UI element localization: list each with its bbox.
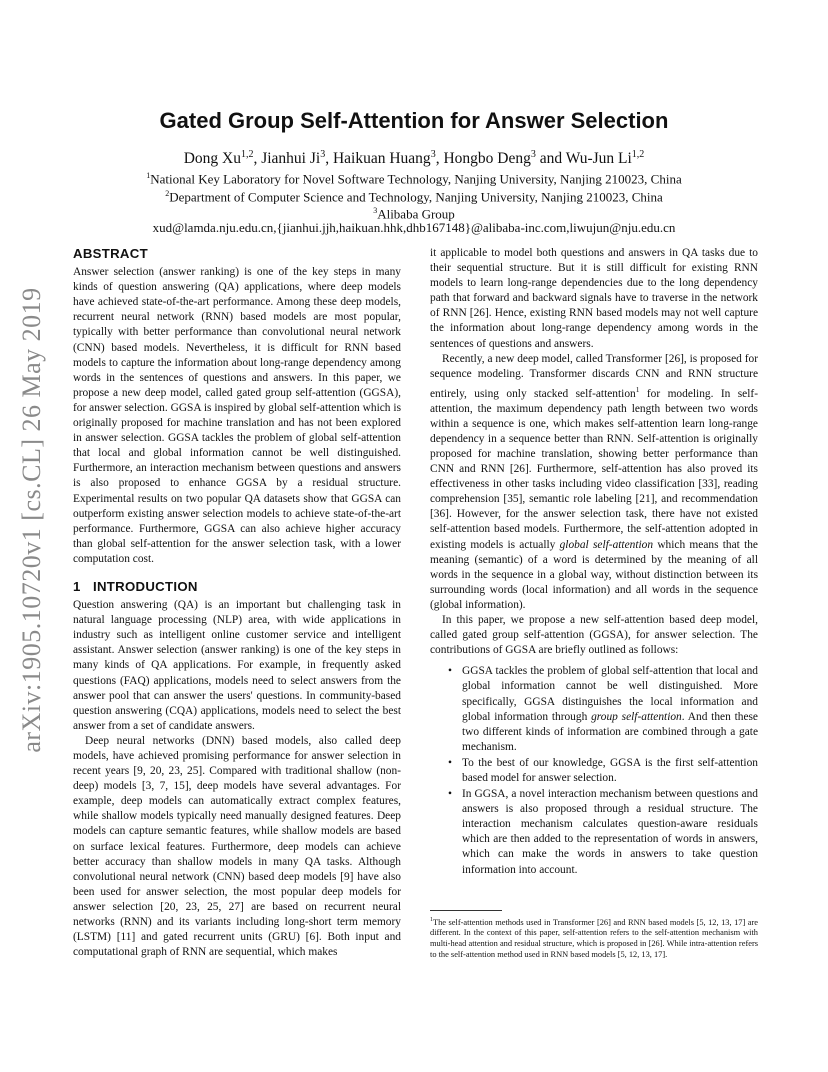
affil-text: Department of Computer Science and Technology, Nanjing University, Nanjing 210023, China bbox=[169, 189, 663, 205]
footnote bbox=[430, 915, 758, 961]
affil-text: National Key Laboratory for Novel Software Technology, Nanjing University, Nanjing 210023, China bbox=[150, 171, 682, 187]
affil-mark: 2 bbox=[165, 189, 170, 198]
footnote-text: The self-attention methods used in Transformer [26] and RNN based models [5, 12, 13, 17] are different. In the context of this paper, self-attention refers to the self-attention mechanism with multi-head attention and residual structure, which is proposed in [26]. While intra-attention refers to the self-attention method used in RNN based models [5, 12, 13, 17]. bbox=[430, 917, 758, 959]
item-text: To the best of our knowledge, GGSA is the first self-attention based model for answer selection. bbox=[462, 756, 758, 784]
affil-mark: 3 bbox=[373, 206, 378, 215]
author-emails: xud@lamda.nju.edu.cn,{jianhui.jjh,haikuan.hhk,dhb167148}@alibaba-inc.com,liwujun@nju.edu.cn bbox=[152, 220, 676, 235]
intro-paragraph-4 bbox=[430, 352, 758, 613]
emphasis-text: group self-attention bbox=[591, 710, 682, 723]
bullet-icon: • bbox=[448, 756, 452, 769]
right-column bbox=[430, 246, 758, 961]
bullet-icon: • bbox=[448, 665, 452, 678]
abstract-text: Answer selection (answer ranking) is one of the key steps in many kinds of question answering (QA) applications, where deep models have achieved state-of-the-art performance. Among these deep models, recurrent neural network (RNN) based models are most popular, typically with better performance than convolutional neural network (CNN) based models. Nevertheless, it is difficult for RNN based models to capture the information about long-range dependency among words in the sentences of questions and answers. In this paper, we propose a new deep model, called gated group self-attention (GGSA), for answer selection. GGSA is inspired by global self-attention which is originally proposed for machine translation and has not been explored in answer selection. GGSA tackles the problem of global self-attention that local and global information cannot be well distinguished. Furthermore, an interaction mechanism between questions and answers is also proposed to enhance GGSA by a residual structure. Experimental results on two popular QA datasets show that GGSA can outperform existing answer selection models to achieve state-of-the-art performance. Furthermore, GGSA can also achieve higher accuracy than global self-attention for the answer selection task, with a lower computation cost. bbox=[73, 266, 401, 565]
item-text: In GGSA, a novel interaction mechanism between questions and answers is also proposed through a residual structure. The interaction mechanism calculates question-aware residuals which are then added to the representation of words in answers, which can make the words in answers to take question information into account. bbox=[462, 788, 758, 876]
author-name: Hongbo Deng bbox=[443, 150, 531, 168]
item-text: . And then these two different kinds of information are combined through a gate mechanism. bbox=[462, 710, 758, 753]
footnote-mark: 1 bbox=[430, 916, 433, 923]
contribution-item bbox=[448, 756, 758, 786]
footnote-ref[interactable]: 1 bbox=[635, 384, 640, 394]
contribution-item bbox=[448, 787, 758, 878]
author-affil-mark: 1,2 bbox=[631, 149, 645, 160]
author-list: Dong Xu$^{1,2}$, Jianhui Ji$^3$, Haikuan Huang$^3$, Hongbo Deng$^3$ and Wu-Jun Li$^{1,2}$ bbox=[183, 149, 645, 168]
author-affil-mark: 3 bbox=[430, 149, 436, 160]
introduction-heading bbox=[73, 579, 401, 594]
author-affil-mark: 1,2 bbox=[240, 149, 254, 160]
footnote-divider bbox=[430, 910, 502, 911]
intro-paragraph-5: In this paper, we propose a new self-attention based deep model, called gated group self-attention (GGSA), for answer selection. The contributions of GGSA are briefly outlined as follows: bbox=[430, 614, 758, 657]
bullet-icon: • bbox=[448, 788, 452, 801]
arxiv-identifier-stamp bbox=[12, 280, 52, 760]
intro-paragraph-3: it applicable to model both questions and answers in QA tasks due to their sequential structure. But it is still difficult for existing RNN models to learn long-range dependencies due to the long dependency path that forward and backward signals have to traverse in the network of RNN [26]. Hence, existing RNN based models may not well capture the information about long-range dependency among words in the sentences of questions and answers. bbox=[430, 247, 758, 350]
author-name: Jianhui Ji bbox=[261, 150, 321, 168]
intro-paragraph-1: Question answering (QA) is an important but challenging task in natural language processing (NLP) area, with wide applications in industry such as intelligent online customer service and intelligent assistant. Answer selection (answer ranking) is one of the key steps in many kinds of QA applications. For example, in frequently asked questions (FAQ) applications, models need to select answers from the answer pool that can answer the users' questions. In community-based question answering (CQA) applications, models need to select the best answer from a set of candidate answers. bbox=[73, 599, 401, 732]
left-column bbox=[73, 246, 401, 960]
author-name: Dong Xu bbox=[183, 150, 241, 168]
abstract-heading: ABSTRACT bbox=[73, 246, 148, 261]
author-name: and Wu-Jun Li bbox=[539, 150, 632, 168]
item-text: GGSA tackles the problem of global self-attention that local and global information cannot be well distinguished. More specifically, GGSA distinguishes the local information and global information through bbox=[462, 665, 758, 723]
paragraph-text: Recently, a new deep model, called Transformer [26], is proposed for sequence modeling. Transformer discards CNN and RNN structure entirely, using only stacked self-attention bbox=[430, 352, 758, 400]
section-number: 1 bbox=[73, 578, 81, 594]
intro-paragraph-2: Deep neural networks (DNN) based models, also called deep models, have achieved promising performance for answer selection in recent years [9, 20, 23, 25]. Compared with traditional shallow (non-deep) models [3, 7, 15], deep models have several advantages. For example, deep models can automatically extract complex features, while shallow models typically need manually designed features. Deep models can capture semantic features, while shallow models are based on surface lexical features. Furthermore, deep models can achieve better accuracy than shallow models in many QA tasks. Although convolutional neural network (CNN) based deep models [9] have also been used for answer selection, the most popular deep models for answer selection [20, 23, 25, 27] are based on recurrent neural networks (RNN) and its variants including long-short term memory (LSTM) [11] and gated recurrent units (GRU) [6]. Both input and computational graph of RNN are sequential, which makes bbox=[73, 734, 401, 959]
contribution-list bbox=[430, 664, 758, 877]
contribution-item bbox=[448, 664, 758, 755]
arxiv-id-text: arXiv:1905.10720v1 [cs.CL] 26 May 2019 bbox=[17, 287, 46, 753]
paper-title: Gated Group Self-Attention for Answer Selection bbox=[159, 108, 669, 133]
paragraph-text: which means that the meaning (semantic) of a word is determined by the meaning of all words in the sequence in a global way, without distinction between its surrounding words (local information) and all words in the sequence (global information). bbox=[430, 538, 758, 611]
section-title: INTRODUCTION bbox=[93, 578, 198, 594]
author-affil-mark: 3 bbox=[320, 149, 326, 160]
author-name: Haikuan Huang bbox=[332, 150, 431, 168]
paragraph-text: for modeling. In self-attention, the maximum dependency path length between two words within a sequence is one, which makes self-attention learn long-range dependency in a sequence better than RNN. Self-attention is originally proposed for machine translation, showing better performance than CNN and RNN [26]. Furthermore, self-attention has also proved its effectiveness in other tasks including video classification [33], reading comprehension [35], semantic role labeling [21], and recommendation [36]. However, for the answer selection task, there have not existed self-attention based models. Furthermore, the self-attention adopted in existing models is actually bbox=[430, 387, 758, 551]
emphasis-text: global self-attention bbox=[559, 538, 654, 551]
affil-text: Alibaba Group bbox=[377, 206, 455, 222]
author-affil-mark: 3 bbox=[530, 149, 536, 160]
affil-mark: 1 bbox=[146, 171, 151, 180]
